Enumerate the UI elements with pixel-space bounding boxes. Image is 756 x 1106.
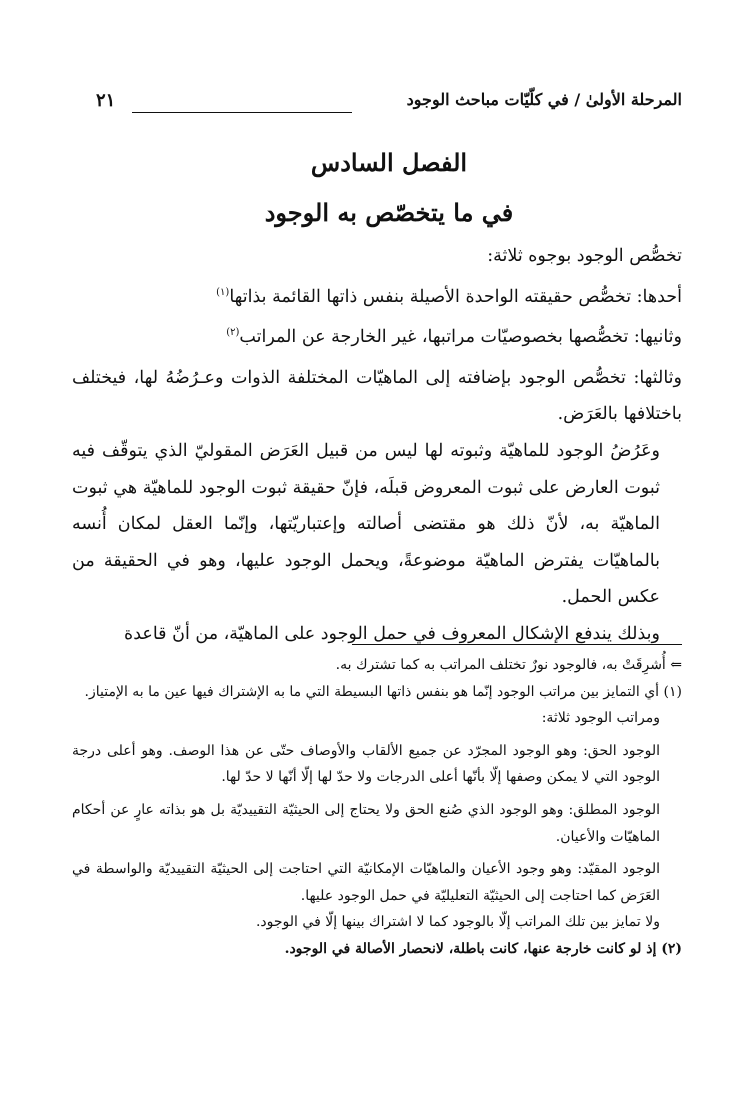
- body-paragraph: وعَرُضُ الوجود للماهيّة وثبوته لها ليس من قبيل العَرَض المقوليّ الذي يتوقّف فيه ثبوت العارض على ثبوت المعروض قبلَه، فإنّ حقيقة ثبوت الوجود للماهيّة هي ثبوت الماهيّة به، لأنّ ذلك هو مقتضى أصالته وإعتباريّتها، وإنّما العقل لمكان أُنسه بالماهيّات يفترض الماهيّة موضوعةً، ويحمل الوجود عليها، وهو في الحقيقة من عكس الحمل.: [72, 440, 660, 608]
- chapter-subtitle: في ما يتخصّص به الوجود: [264, 198, 514, 227]
- body-paragraph: وبذلك يندفع الإشكال المعروف في حمل الوجود على الماهيّة، من أنّ قاعدة: [124, 623, 660, 644]
- body-text: [72, 238, 682, 653]
- footnote: الوجود الحق: وهو الوجود المجرّد عن جميع الألقاب والأوصاف حتّى عن هذا الوصف. وهو أعلى درجة الوجود التي لا يمكن وصفها إلّا بأنّها أعلى الدرجات ولا حدّ لها إلّا أنّها لا حدّ لها.: [72, 742, 660, 786]
- body-paragraph: أحدها: تخصُّص حقيقته الواحدة الأصيلة بنفس ذاتها القائمة بذاتها$^{(١)}$: [216, 286, 682, 307]
- footnote: ومراتب الوجود ثلاثة:: [541, 710, 660, 727]
- running-header: [96, 90, 682, 122]
- footnote: (١) أي التمايز بين مراتب الوجود إنّما هو بنفس ذاتها البسيطة التي ما به الإشتراك فيها عين ما به الإمتياز.: [84, 683, 682, 700]
- footnote: الوجود المطلق: وهو الوجود الذي صُنع الحق ولا يحتاج إلى الحيثيّة التقييديّة بل هو بذاته عارٍ عن أحكام الماهيّات والأعيان.: [72, 801, 660, 845]
- page-number: ٢١: [96, 90, 116, 111]
- body-paragraph: وثالثها: تخصُّص الوجود بإضافته إلى الماهيّات المختلفة الذوات وعـرُضُهُ لها، فيختلف باختلافها بالعَرَض.: [72, 367, 682, 425]
- footnote: (٢) إذ لو كانت خارجة عنها، كانت باطلة، لانحصار الأصالة في الوجود.: [284, 940, 682, 957]
- footnote: ولا تمايز بين تلك المراتب إلّا بالوجود كما لا اشتراك بينها إلّا في الوجود.: [255, 914, 660, 931]
- footnotes: [72, 652, 682, 963]
- footnote-marker: (١): [216, 286, 230, 298]
- footnote: الوجود المقيّد: وهو وجود الأعيان والماهيّات الإمكانيّة التي احتاجت إلى الحيثيّة التقييديّة والواسطة في العَرَض كما احتاجت إلى الحيثيّة التعليليّة في حمل الوجود عليها.: [72, 861, 660, 904]
- footnote-marker: (٢): [226, 327, 240, 339]
- body-paragraph: تخصُّص الوجود بوجوه ثلاثة:: [487, 246, 682, 266]
- footnote: ⇐ أُشرِقَتْ به، فالوجود نورٌ تختلف المراتب به كما تشترك به.: [335, 657, 682, 673]
- footnote-separator: [352, 644, 682, 645]
- body-paragraph: وثانيها: تخصُّصها بخصوصيّات مراتبها، غير الخارجة عن المراتب$^{(٢)}$: [226, 327, 682, 348]
- chapter-title: الفصل السادس: [310, 148, 468, 177]
- header-rule: [132, 112, 352, 113]
- running-header-title: المرحلة الأولىٰ / في كلّيّات مباحث الوجود: [406, 90, 682, 109]
